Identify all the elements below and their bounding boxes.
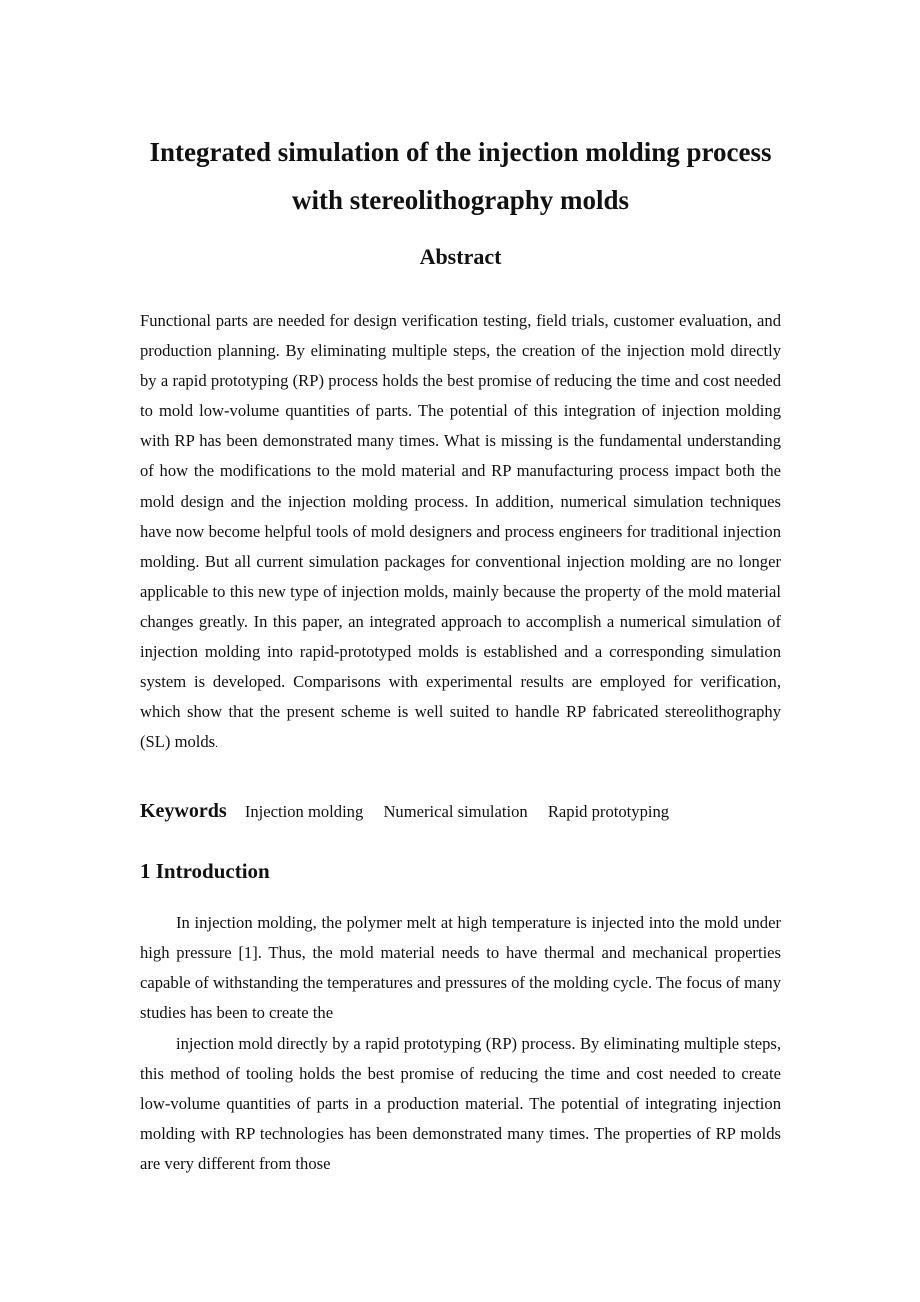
paper-title: Integrated simulation of the injection molding process with stereolithography molds xyxy=(149,137,772,215)
keyword-item: Numerical simulation xyxy=(383,802,528,821)
abstract-heading: Abstract xyxy=(419,244,502,269)
abstract-text xyxy=(140,306,781,759)
abstract-text-main: Functional parts are needed for design verification testing, field trials, customer evaluation, and production planning. By eliminating multiple steps, the creation of the injection mold directly by a rapid prototyping (RP) process holds the best promise of reducing the time and cost needed to mold low-volume quantities of parts. The potential of this integration of injection molding with RP has been demonstrated many times. What is missing is the fundamental understanding of how the modifications to the mold material and RP manufacturing process impact both the mold design and the injection molding process. In addition, numerical simulation techniques have now become helpful tools of mold designers and process engineers for traditional injection molding. But all current simulation packages for conventional injection molding are no longer applicable to this new type of injection molds, mainly because the property of the mold material changes greatly. In this paper, an integrated approach to accomplish a numerical simulation of injection molding into rapid-prototyped molds is established and a corresponding simulation system is developed. Comparisons with experimental results are employed for verification, which show that the present scheme is well suited to handle RP fabricated stereolithography (SL) molds xyxy=(140,311,781,752)
keyword-item: Injection molding xyxy=(244,802,364,821)
keywords-label: Keywords xyxy=(140,800,227,822)
section-heading-introduction: 1 Introduction xyxy=(140,859,270,883)
abstract-text-tail: . xyxy=(215,738,218,751)
intro-paragraph: In injection molding, the polymer melt at high temperature is injected into the mold under high pressure [1]. Thus, the mold material needs to have thermal and mechanical properties capable of withstanding the temperatures and pressures of the molding cycle. The focus of many studies has been to create the xyxy=(140,913,781,1023)
keywords-line xyxy=(140,796,781,827)
keyword-item: Rapid prototyping xyxy=(547,802,670,821)
intro-paragraph: injection mold directly by a rapid prototyping (RP) process. By eliminating multiple steps, this method of tooling holds the best promise of reducing the time and cost needed to create low-volume quantities of parts in a production material. The potential of integrating injection molding with RP technologies has been demonstrated many times. The properties of RP molds are very different from those xyxy=(140,1034,781,1174)
